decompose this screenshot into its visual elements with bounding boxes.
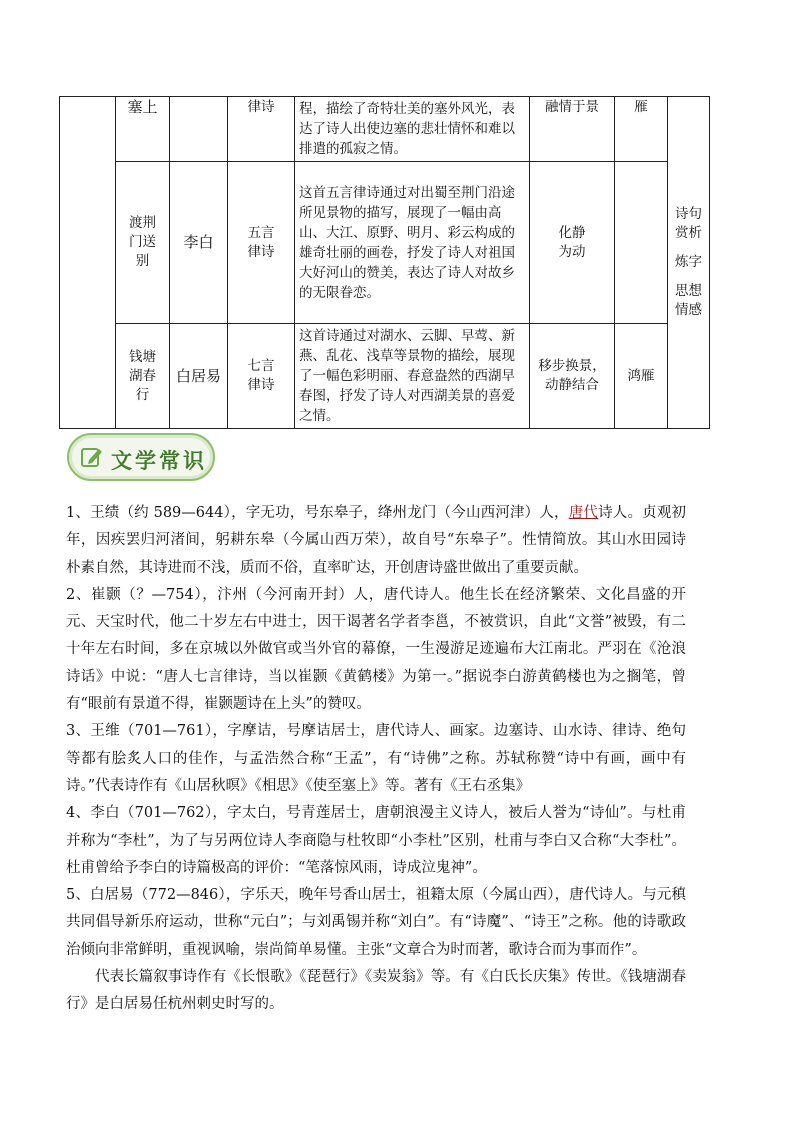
note-paragraph: 2、崔颢（？—754），汴州（今河南开封）人，唐代诗人。他生长在经济繁荣、文化昌盛的开元、天宝时代，他二十岁左右中进士，因干谒著名学者李邕，不被赏识，自此“文誉”被毁，有二十年左右时间，多在京城以外做官或当外官的幕僚，一生漫游足迹遍布大江南北。严羽在《沧浪诗话》中说：“唐人七言律诗，当以崔颢《黄鹤楼》为第一。”据说李白游黄鹤楼也为之搁笔，曾有“眼前有景道不得，崔颢题诗在上头”的赞叹。	[66, 586, 686, 713]
analysis-column	[668, 97, 710, 429]
analysis-item: 赏析	[675, 225, 702, 241]
note-paragraph: 4、李白（701—762），字太白，号青莲居士，唐朝浪漫主义诗人，被后人誉为“诗仙”。与杜甫并称为“李杜”，为了与另两位诗人李商隐与杜牧即“小李杜”区别，杜甫与李白又合称“大李杜”。杜甫曾给予李白的诗篇极高的评价：“笔落惊风雨，诗成泣鬼神”。	[66, 805, 686, 876]
literature-notes	[66, 500, 686, 1019]
poem-technique-cell	[530, 324, 615, 429]
poem-title-line: 行	[135, 386, 150, 403]
poem-form: 律诗	[247, 99, 275, 115]
analysis-item: 诗句	[675, 206, 702, 222]
note-paragraph: 3、王维（701—761），字摩诘，号摩诘居士，唐代诗人、画家。边塞诗、山水诗、律诗、绝句等都有脍炙人口的佳作，与孟浩然合称“王孟”，有“诗佛”之称。苏轼称赞“诗中有画，画中有诗。”代表诗作有《山居秋暝》《相思》《使至塞上》等。著有《王右丞集》	[66, 723, 686, 794]
section-title: 文学常识	[111, 448, 207, 473]
poem-technique-line: 动静结合	[545, 377, 599, 393]
note-paragraph	[66, 500, 686, 582]
poem-form-line: 律诗	[247, 377, 275, 393]
poem-word: 雁	[634, 99, 648, 115]
poem-desc: 这首诗通过对湖水、云脚、早莺、新燕、乱花、浅草等景物的描绘，展现了一幅色彩明丽、春意盎然的西湖早春图，抒发了诗人对西湖美景的喜爱之情。	[299, 328, 515, 424]
poem-author-cell	[170, 162, 228, 324]
poem-title-line: 别	[135, 253, 150, 269]
note-paragraph: 5、白居易（772—846），字乐天，晚年号香山居士，祖籍太原（今属山西），唐代诗人。与元稹共同倡导新乐府运动，世称“元白”；与刘禹锡并称“刘白”。有“诗魔”、“诗王”之称。他的诗歌政治倾向非常鲜明，重视讽喻，崇尚简单易懂。主张“文章合为时而著，歌诗合而为事而作”。	[66, 887, 686, 958]
poem-form-line: 七言	[247, 358, 275, 374]
poem-word-cell	[615, 324, 668, 429]
table-empty-cell	[60, 97, 116, 429]
poem-title-line: 钱塘	[129, 348, 156, 365]
poem-form-cell	[228, 97, 295, 162]
poem-technique-line: 化静	[558, 224, 586, 241]
poem-title: 塞上	[127, 98, 158, 116]
analysis-item: 情感	[675, 302, 702, 318]
tang-dynasty-link[interactable]: 唐代	[568, 505, 599, 521]
note-text: 诗人。贞观初年，因疾罢归河渚间，躬耕东皋（今属山西万荣），故自号“东皋子”。性情简放。其山水田园诗 朴素自然，其诗进而不浅，质而不俗，直率旷达，开创唐诗盛世做出了重要贡献。	[66, 505, 687, 576]
poem-technique-line: 为动	[558, 243, 586, 260]
edit-icon	[81, 446, 103, 468]
poem-technique-line: 移步换景，	[538, 358, 606, 374]
poem-technique-cell	[530, 97, 615, 162]
section-heading-badge	[67, 433, 215, 481]
poem-form-cell	[228, 162, 295, 324]
analysis-item: 思想	[675, 283, 702, 299]
poem-title-line: 湖春	[129, 367, 156, 384]
poem-author: 李白	[183, 233, 214, 251]
note-text: 1、王绩（约 589—644），字无功，号东皋子，绛州龙门（今山西河津）人，	[66, 505, 569, 521]
poem-title-cell	[116, 324, 170, 429]
analysis-item: 炼字	[675, 254, 702, 270]
poem-word-cell	[615, 162, 668, 324]
poem-title-cell	[116, 162, 170, 324]
poem-title-line: 渡荆	[129, 215, 156, 231]
poem-form-cell	[228, 324, 295, 429]
poem-desc: 程，描绘了奇特壮美的塞外风光，表达了诗人出使边塞的悲壮情怀和难以排遣的孤寂之情。	[299, 101, 515, 157]
poem-author-cell	[170, 97, 228, 162]
poem-title-line: 门送	[129, 234, 156, 250]
poem-form-line: 五言	[247, 224, 275, 241]
poem-technique-cell	[530, 162, 615, 324]
poem-desc: 这首五言律诗通过对出蜀至荆门沿途所见景物的描写，展现了一幅由高山、大江、原野、明月、彩云构成的雄奇壮丽的画卷，抒发了诗人对祖国大好河山的赞美，表达了诗人对故乡的无限眷恋。	[299, 184, 515, 301]
note-paragraph: 代表长篇叙事诗作有《长恨歌》《琵琶行》《卖炭翁》等。有《白氏长庆集》传世。《钱塘湖春行》是白居易任杭州刺史时写的。	[66, 969, 686, 1013]
poem-table	[59, 96, 710, 429]
poem-technique: 融情于景	[545, 99, 599, 115]
poem-desc-cell	[295, 324, 530, 429]
poem-desc-cell	[295, 162, 530, 324]
poem-word: 鸿雁	[627, 367, 655, 384]
poem-form-line: 律诗	[247, 243, 275, 260]
poem-author-cell	[170, 324, 228, 429]
poem-word-cell	[615, 97, 668, 162]
poem-title-cell	[116, 97, 170, 162]
poem-desc-cell	[295, 97, 530, 162]
poem-author: 白居易	[175, 366, 221, 385]
